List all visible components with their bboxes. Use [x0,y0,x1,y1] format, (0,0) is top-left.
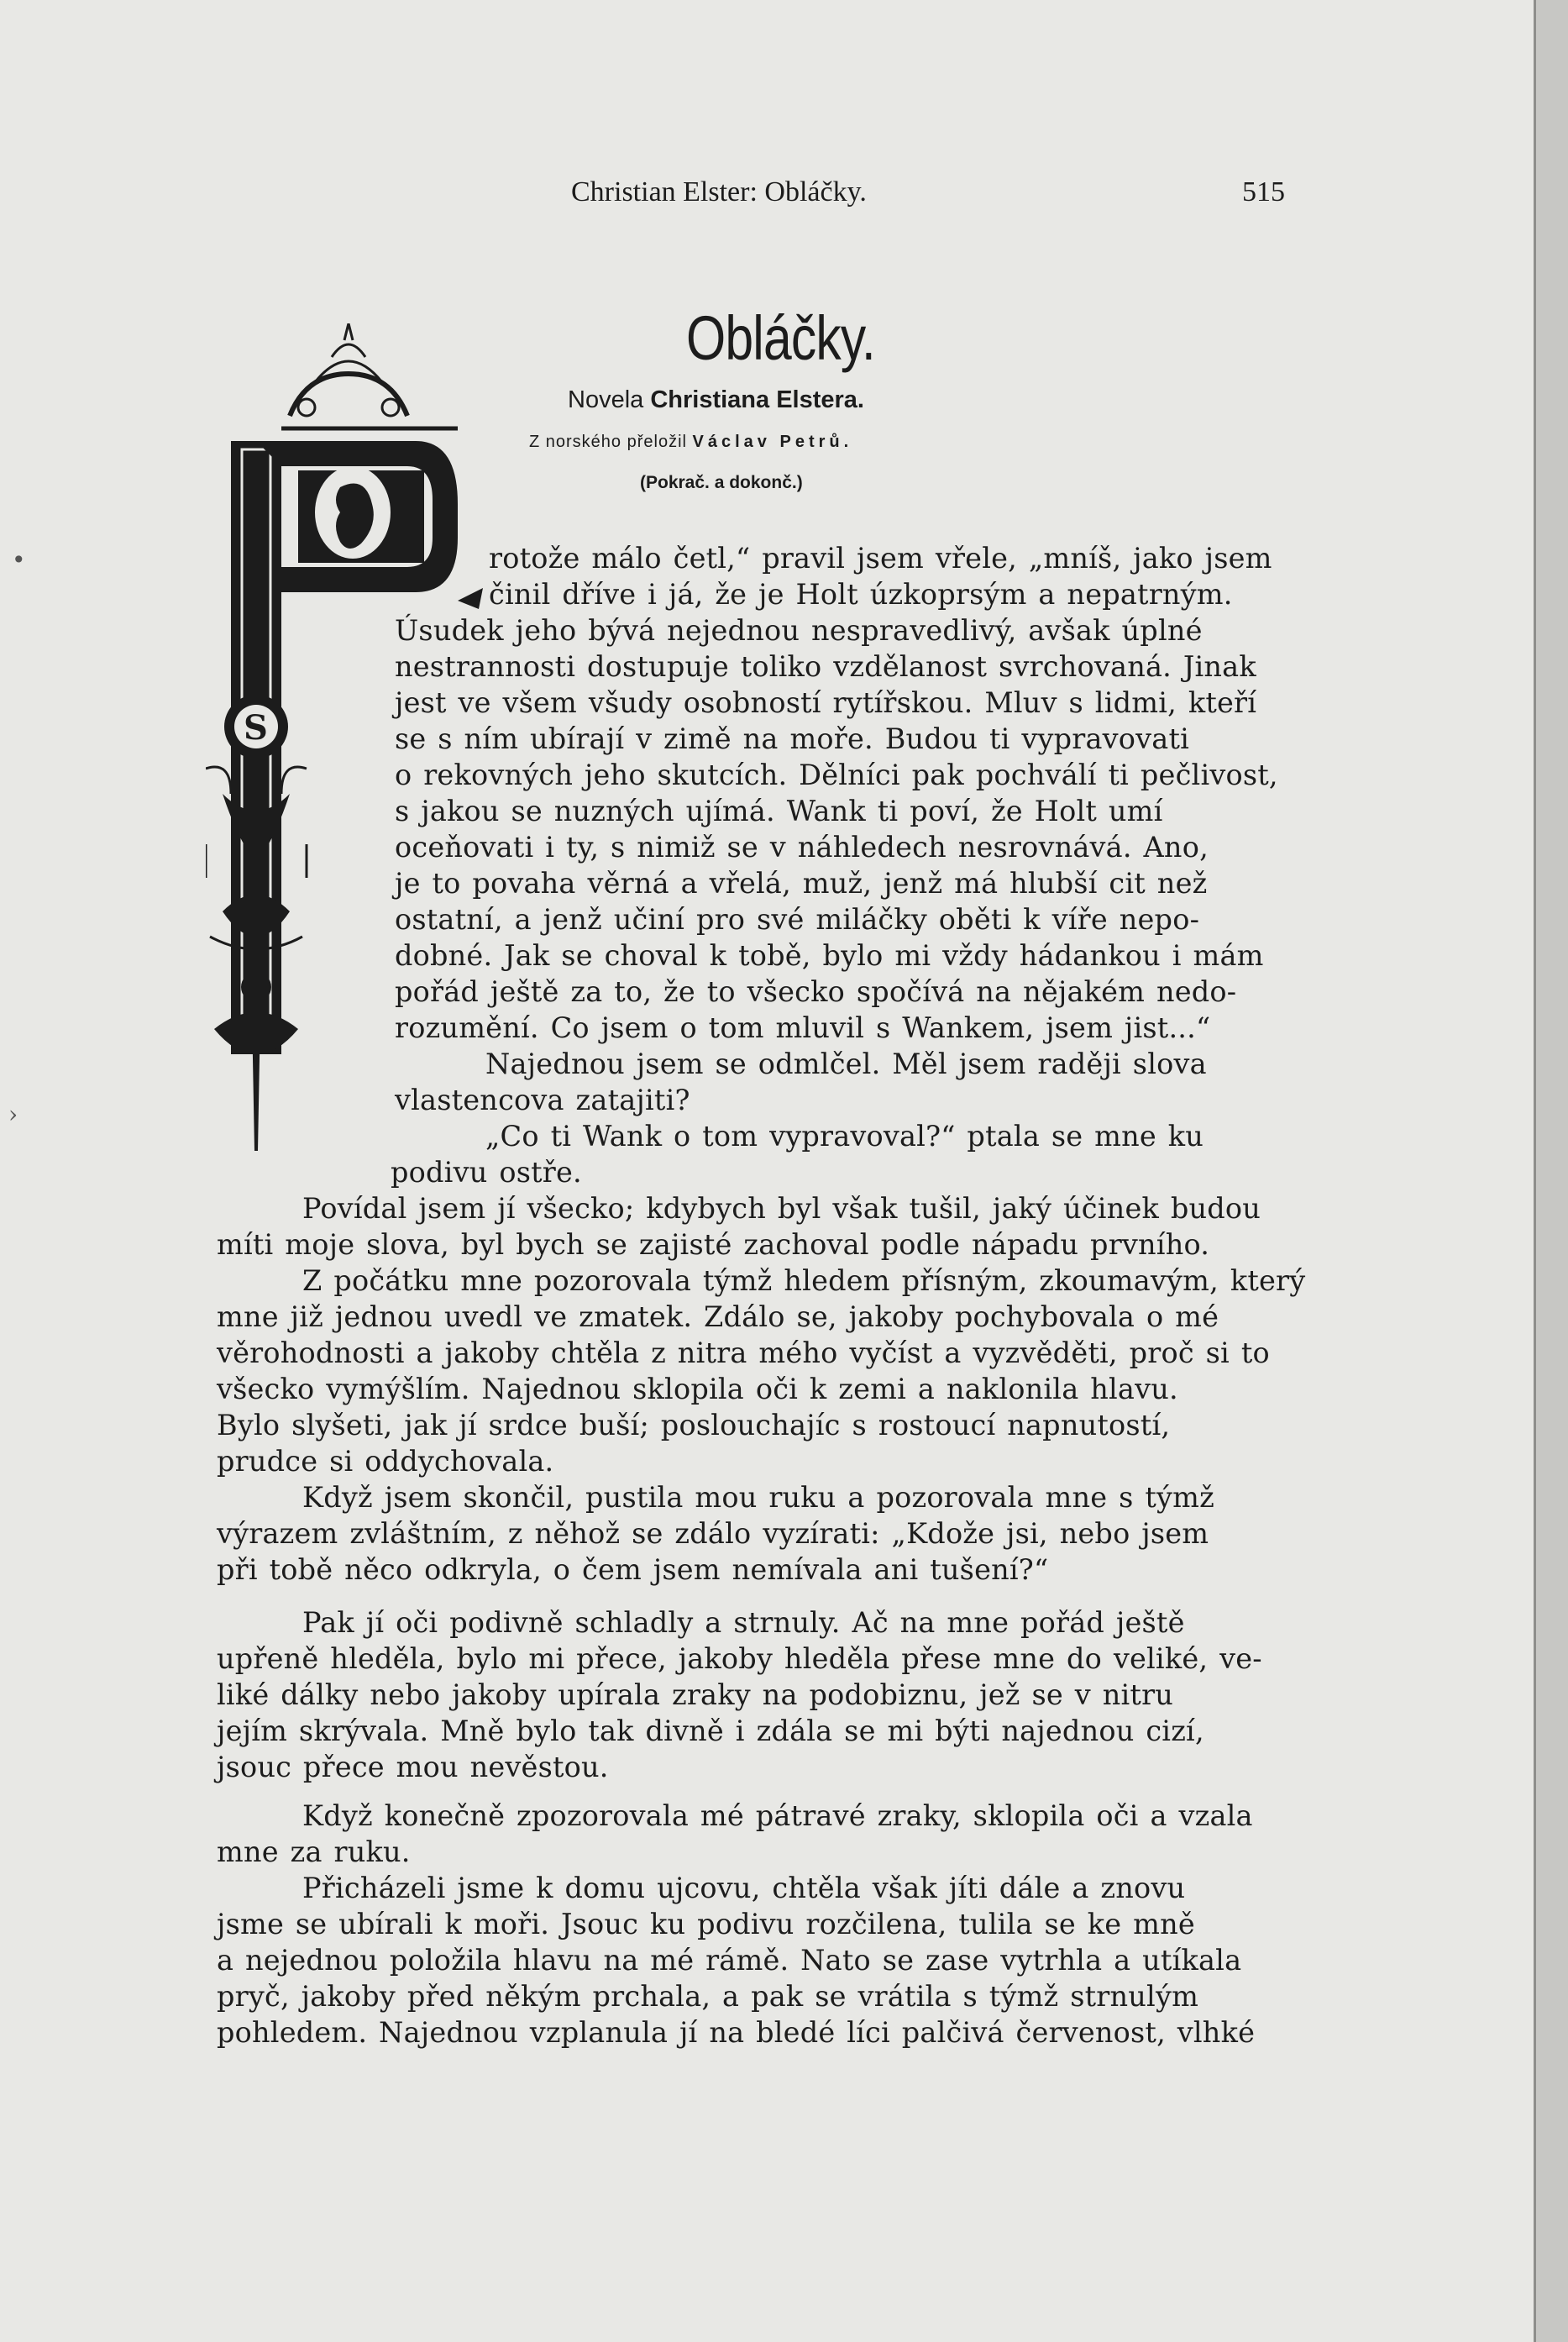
running-header [218,176,1285,218]
text-line: jsme se ubírali k moři. Jsouc ku podivu rozčilena, tulila se ke mně [217,1908,1195,1940]
translator-prefix: Z norského přeložil [529,433,693,451]
text-line: Z počátku mne pozorovala týmž hledem přísným, zkoumavým, který [302,1264,1306,1297]
translator-credit [529,433,852,452]
text-line: jejím skrývala. Mně bylo tak divně i zdála se mi býti najednou cizí, [217,1714,1204,1747]
text-line: rozumění. Co jsem o tom mluvil s Wankem, jsem jist...“ [395,1011,1211,1044]
text-line: liké dálky nebo jakoby upírala zraky na podobiznu, jež se v nitru [217,1678,1174,1711]
page-edge-line [1534,0,1536,2342]
text-line: a nejednou položila hlavu na mé rámě. Nato se zase vytrhla a utíkala [217,1944,1242,1977]
svg-text:S: S [244,708,268,748]
page-number: 515 [1242,176,1285,207]
running-title: Christian Elster: Obláčky. [571,176,867,207]
page-edge [1535,0,1568,2342]
text-line: s jakou se nuzných ujímá. Wank ti poví, že Holt umí [395,795,1163,827]
text-line: nestrannosti dostupuje toliko vzdělanost svrchovaná. Jinak [395,650,1256,683]
text-line: Povídal jsem jí všecko; kdybych byl však tušil, jaký účinek budou [302,1192,1261,1225]
text-line: o rekovných jeho skutcích. Dělníci pak pochválí ti pečlivost, [395,759,1278,791]
text-line: mne za ruku. [217,1835,411,1868]
text-line: činil dříve i já, že je Holt úzkoprsým a nepatrným. [489,578,1233,611]
text-line: dobné. Jak se choval k tobě, bylo mi vždy hádankou i mám [395,939,1264,972]
text-line: všecko vymýšlím. Najednou sklopila oči k zemi a naklonila hlavu. [217,1373,1178,1405]
text-line: Přicházeli jsme k domu ujcovu, chtěla však jíti dále a znovu [302,1872,1186,1904]
text-line: pohledem. Najednou vzplanula jí na bledé líci palčivá červenost, vlhké [217,2016,1256,2049]
text-line: pryč, jakoby před někým prchala, a pak se vrátila s týmž strnulým [217,1980,1199,2013]
translator-name: Václav Petrů. [692,433,853,451]
text-line: „Co ti Wank o tom vypravoval?“ ptala se mne ku [485,1120,1204,1153]
chapter-title: Obláčky. [685,303,875,373]
subtitle-author: Christiana Elstera. [650,386,864,413]
text-line: prudce si oddychovala. [217,1445,554,1478]
text-line: rotože málo četl,“ pravil jsem vřele, „mníš, jako jsem [489,542,1272,575]
text-line: se s ním ubírají v zimě na moře. Budou ti vypravovati [395,722,1190,755]
margin-mark: • [12,546,26,574]
text-line: Úsudek jeho bývá nejednou nespravedlivý, avšak úplné [395,614,1203,647]
text-line: oceňovati i ty, s nimiž se v náhledech nesrovnává. Ano, [395,831,1209,864]
text-line: míti moje slova, byl bych se zajisté zachoval podle nápadu prvního. [217,1228,1210,1261]
text-line: Bylo slyšeti, jak jí srdce buší; poslouchajíc s rostoucí napnutostí, [217,1409,1171,1441]
text-line: Pak jí oči podivně schladly a strnuly. Ač na mne pořád ještě [302,1606,1185,1639]
text-line: vlastencova zatajiti? [395,1084,690,1116]
text-line: podivu ostře. [391,1156,582,1189]
text-line: Najednou jsem se odmlčel. Měl jsem raději slova [485,1048,1207,1080]
text-line: ostatní, a jenž učiní pro své miláčky oběti k víře nepo- [395,903,1200,936]
subtitle-prefix: Novela [568,386,651,413]
text-line: Když konečně zpozorovala mé pátravé zraky, sklopila oči a vzala [302,1799,1253,1832]
subtitle [568,386,864,414]
text-line: jest ve všem všudy osobností rytířskou. Mluv s lidmi, kteří [395,686,1257,719]
text-line: pořád ještě za to, že to všecko spočívá na nějakém nedo- [395,975,1237,1008]
text-line: mne již jednou uvedl ve zmatek. Zdálo se, jakoby pochybovala o mé [217,1300,1219,1333]
text-line: jsouc přece mou nevěstou. [217,1751,609,1783]
continued-note: (Pokrač. a dokonč.) [640,473,803,492]
text-line: věrohodnosti a jakoby chtěla z nitra mého vyčíst a vyzvěděti, proč si to [217,1336,1270,1369]
margin-mark: › [8,1100,18,1128]
text-line: Když jsem skončil, pustila mou ruku a pozorovala mne s týmž [302,1481,1214,1514]
text-line: výrazem zvláštním, z něhož se zdálo vyzírati: „Kdože jsi, nebo jsem [217,1517,1209,1550]
text-line: je to povaha věrná a vřelá, muž, jenž má hlubší cit než [395,867,1208,900]
text-line: při tobě něco odkryla, o čem jsem nemívala ani tušení?“ [217,1553,1049,1586]
text-line: upřeně hleděla, bylo mi přece, jakoby hleděla přese mne do veliké, ve- [217,1642,1262,1675]
